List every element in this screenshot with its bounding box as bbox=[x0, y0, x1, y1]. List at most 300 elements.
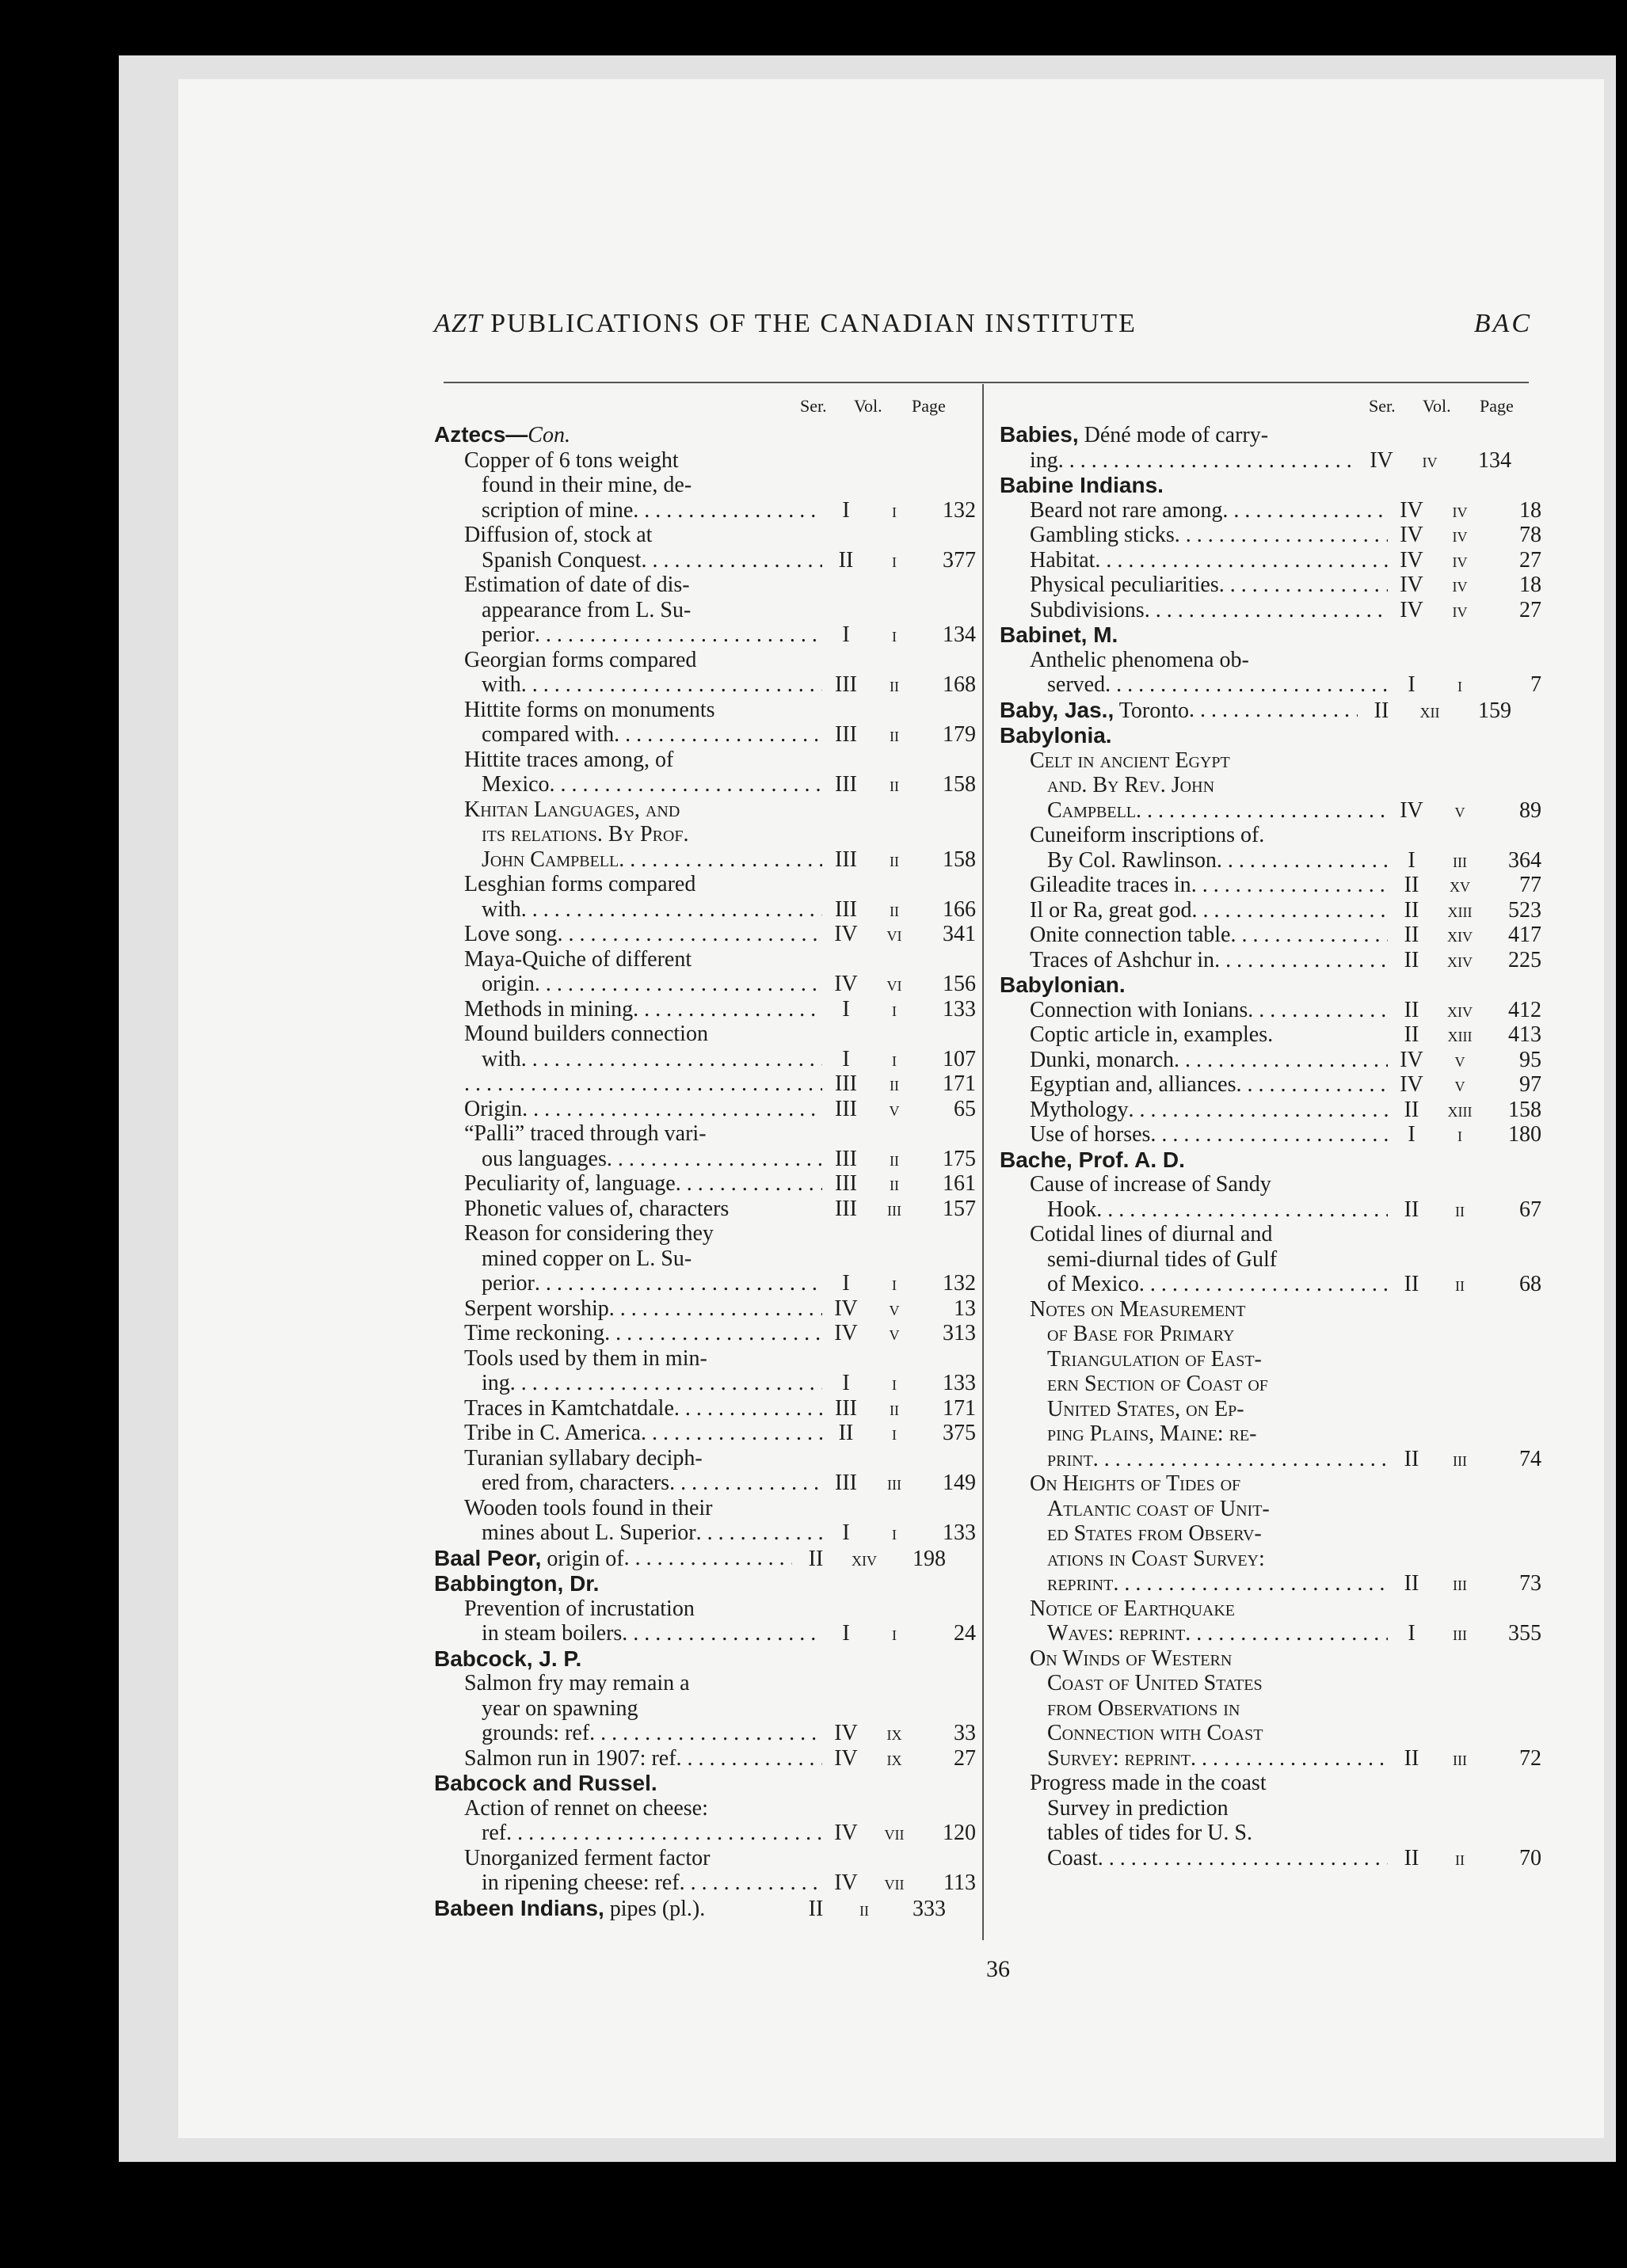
entry-text bbox=[434, 1796, 822, 1846]
entry-line bbox=[464, 448, 822, 474]
entry-line bbox=[464, 1246, 822, 1272]
line-text: Campbell bbox=[1047, 797, 1137, 823]
index-entry bbox=[434, 573, 976, 648]
volume-number: ii bbox=[1455, 1846, 1465, 1870]
entry-reference bbox=[822, 1321, 976, 1346]
entry-line bbox=[1030, 1022, 1388, 1048]
line-text: Spanish Conquest bbox=[482, 547, 642, 573]
entry-line bbox=[1030, 1397, 1388, 1422]
entry-line bbox=[1000, 698, 1358, 724]
line-text: John Campbell bbox=[482, 847, 619, 872]
dot-leader bbox=[674, 1396, 822, 1421]
heading-text: Babine Indians. bbox=[1000, 473, 1164, 497]
vol-header: Vol. bbox=[854, 396, 882, 416]
line-text: with bbox=[482, 1046, 521, 1071]
index-entry bbox=[434, 447, 976, 523]
entry-text bbox=[434, 872, 822, 922]
entry-reference bbox=[1388, 1122, 1541, 1147]
entry-line bbox=[464, 1097, 822, 1122]
page-ref: 67 bbox=[1519, 1197, 1541, 1222]
page-ref: 159 bbox=[1478, 698, 1511, 723]
line-text: Hittite traces among, of bbox=[464, 747, 674, 772]
page-ref: 161 bbox=[943, 1171, 976, 1196]
entry-line bbox=[464, 1821, 822, 1846]
entry-line bbox=[1030, 798, 1388, 824]
index-entry bbox=[434, 1296, 976, 1322]
index-entry bbox=[434, 872, 976, 922]
dot-leader bbox=[669, 1471, 822, 1496]
page-ref: 132 bbox=[943, 497, 976, 523]
entry-line bbox=[1030, 1821, 1388, 1846]
volume-number: i bbox=[892, 1372, 897, 1395]
entry-line bbox=[1030, 1671, 1388, 1696]
entry-reference bbox=[822, 772, 976, 797]
entry-line bbox=[464, 498, 822, 523]
series-number: I bbox=[1408, 1621, 1416, 1646]
index-entry bbox=[434, 1071, 976, 1097]
line-text: Waves: reprint bbox=[1047, 1621, 1186, 1646]
entry-line bbox=[1030, 1372, 1388, 1397]
line-text: ern Section of Coast of bbox=[1047, 1372, 1268, 1396]
index-entry bbox=[434, 1171, 976, 1197]
series-number: IV bbox=[834, 922, 858, 946]
index-entry bbox=[434, 922, 976, 947]
index-entry bbox=[1000, 523, 1541, 548]
entry-reference bbox=[1388, 1571, 1541, 1596]
entry-line bbox=[1030, 773, 1388, 798]
index-heading bbox=[434, 1571, 973, 1596]
entry-text bbox=[1000, 748, 1388, 824]
entry-line bbox=[1030, 1521, 1388, 1547]
line-text: ations in Coast Survey: bbox=[1047, 1546, 1265, 1571]
entry-line bbox=[1030, 1322, 1388, 1347]
dot-leader bbox=[641, 548, 822, 573]
page-ref: 171 bbox=[943, 1395, 976, 1421]
volume-number: i bbox=[892, 997, 897, 1021]
dot-leader bbox=[1191, 873, 1388, 898]
entry-reference bbox=[822, 1396, 976, 1421]
page-ref: 78 bbox=[1519, 523, 1541, 547]
entry-line bbox=[1030, 848, 1388, 873]
page-ref: 113 bbox=[943, 1870, 976, 1895]
dot-leader bbox=[535, 972, 822, 997]
index-entry bbox=[1000, 1471, 1541, 1596]
dot-leader bbox=[506, 1821, 822, 1846]
entry-text bbox=[434, 1197, 822, 1222]
index-entry bbox=[1000, 1771, 1541, 1870]
entry-line bbox=[464, 1321, 822, 1346]
volume-number: i bbox=[892, 1272, 897, 1295]
entry-text bbox=[1000, 598, 1388, 623]
line-text: Cotidal lines of diurnal and bbox=[1030, 1222, 1273, 1246]
entry-text bbox=[434, 1321, 822, 1346]
entry-reference bbox=[822, 1047, 976, 1072]
volume-number: iv bbox=[1452, 548, 1468, 572]
ser-header: Ser. bbox=[1369, 396, 1396, 416]
dot-leader bbox=[624, 1546, 792, 1572]
entry-reference bbox=[1388, 1098, 1541, 1123]
series-number: II bbox=[1374, 698, 1389, 723]
entry-line bbox=[1030, 1646, 1388, 1672]
series-number: II bbox=[1404, 1197, 1419, 1222]
entry-reference bbox=[822, 672, 976, 698]
series-number: I bbox=[842, 1046, 850, 1071]
series-number: IV bbox=[1400, 1072, 1423, 1097]
entry-text bbox=[434, 1171, 822, 1197]
entry-reference bbox=[822, 1197, 976, 1222]
dot-leader bbox=[1217, 848, 1388, 873]
entry-text bbox=[434, 1446, 822, 1496]
entry-reference bbox=[1388, 1197, 1541, 1223]
index-entry bbox=[1000, 1646, 1541, 1771]
entry-line bbox=[1030, 1497, 1388, 1522]
header-rule bbox=[444, 382, 1529, 383]
volume-number: iv bbox=[1452, 598, 1468, 622]
series-number: I bbox=[1408, 672, 1416, 697]
entry-line bbox=[1030, 548, 1388, 573]
index-entry bbox=[1000, 547, 1541, 573]
dot-leader bbox=[1192, 898, 1389, 923]
line-text: Il or Ra, great god bbox=[1030, 897, 1192, 923]
dot-leader bbox=[1136, 798, 1388, 824]
index-entry bbox=[1000, 873, 1541, 898]
line-text: reprint bbox=[1047, 1571, 1114, 1596]
page-ref: 157 bbox=[943, 1196, 976, 1221]
entry-line bbox=[464, 872, 822, 897]
index-heading bbox=[434, 1646, 973, 1672]
page-ref: 158 bbox=[943, 772, 976, 797]
entry-reference bbox=[822, 1147, 976, 1172]
entry-text bbox=[1000, 1022, 1388, 1048]
dot-leader bbox=[521, 672, 822, 698]
index-entry bbox=[434, 1022, 976, 1071]
entry-text bbox=[434, 797, 822, 873]
entry-line bbox=[1030, 748, 1388, 774]
entry-reference bbox=[1388, 1621, 1541, 1646]
page-number: 36 bbox=[986, 1956, 1010, 1982]
dot-leader bbox=[633, 997, 822, 1022]
page-ref: 95 bbox=[1519, 1047, 1541, 1072]
series-number: I bbox=[842, 1371, 850, 1395]
entry-text bbox=[1000, 1122, 1388, 1147]
running-head-title: PUBLICATIONS OF THE CANADIAN INSTITUTE bbox=[490, 309, 1137, 338]
dot-leader bbox=[1175, 523, 1388, 548]
entry-line bbox=[1030, 1771, 1388, 1796]
volume-number: ii bbox=[890, 673, 899, 696]
entry-text bbox=[434, 947, 822, 997]
entry-text bbox=[1000, 1646, 1388, 1771]
line-text: perior bbox=[482, 1271, 535, 1296]
dot-leader bbox=[676, 1171, 822, 1197]
entry-line bbox=[1030, 873, 1388, 898]
entry-line bbox=[464, 772, 822, 797]
entry-line bbox=[1030, 1072, 1388, 1098]
series-number: II bbox=[1404, 897, 1419, 923]
line-text: Reason for considering they bbox=[464, 1221, 714, 1246]
page-ref: 166 bbox=[943, 896, 976, 922]
index-heading bbox=[434, 1771, 973, 1796]
volume-number: xiv bbox=[852, 1547, 877, 1570]
entry-line bbox=[464, 1671, 822, 1696]
page-ref: 72 bbox=[1519, 1745, 1541, 1771]
entry-reference bbox=[822, 1371, 976, 1396]
page-ref: 134 bbox=[943, 622, 976, 647]
index-heading bbox=[1000, 723, 1538, 748]
entry-reference bbox=[822, 1421, 976, 1446]
heading-text: Baby, Jas., bbox=[1000, 697, 1115, 722]
index-entry bbox=[434, 1421, 976, 1446]
line-text: Atlantic coast of Unit- bbox=[1047, 1496, 1270, 1521]
dot-leader bbox=[535, 1271, 822, 1296]
entry-reference bbox=[792, 1897, 946, 1922]
line-text: Action of rennet on cheese: bbox=[464, 1795, 708, 1821]
entry-reference bbox=[822, 548, 976, 573]
volume-number: iii bbox=[887, 1471, 901, 1494]
line-text: Methods in mining bbox=[464, 996, 634, 1022]
entry-line bbox=[464, 1421, 822, 1446]
dot-leader bbox=[1222, 498, 1388, 523]
page-ref: 27 bbox=[954, 1745, 976, 1771]
column-header-right bbox=[1000, 392, 1538, 422]
series-number: II bbox=[838, 547, 854, 573]
volume-number: iii bbox=[1453, 1572, 1467, 1595]
entry-line bbox=[464, 1846, 822, 1871]
entry-text bbox=[1000, 998, 1388, 1023]
line-text: Connection with Coast bbox=[1047, 1721, 1263, 1745]
series-number: III bbox=[835, 722, 857, 747]
index-entry bbox=[1000, 997, 1541, 1023]
index-entry bbox=[1000, 597, 1541, 623]
series-number: IV bbox=[1400, 573, 1423, 597]
series-number: IV bbox=[1400, 797, 1423, 823]
dot-leader bbox=[622, 1621, 822, 1646]
index-entry bbox=[1000, 1097, 1541, 1123]
entry-line bbox=[464, 1047, 822, 1072]
series-number: IV bbox=[1400, 547, 1423, 573]
volume-number: i bbox=[1457, 673, 1462, 696]
heading-text: Babcock, J. P. bbox=[434, 1646, 582, 1671]
page-ref: 133 bbox=[943, 1371, 976, 1395]
entry-text bbox=[1000, 923, 1388, 948]
line-text: Estimation of date of dis- bbox=[464, 573, 690, 597]
page-ref: 18 bbox=[1519, 497, 1541, 523]
index-column-left bbox=[434, 392, 976, 1921]
entry-text bbox=[1000, 1172, 1388, 1222]
line-text: Maya-Quiche of different bbox=[464, 946, 692, 972]
entry-line bbox=[464, 548, 822, 573]
series-number: IV bbox=[1400, 497, 1423, 523]
index-entry bbox=[434, 1321, 976, 1346]
entry-reference bbox=[822, 1870, 976, 1896]
volume-number: vii bbox=[884, 1821, 905, 1844]
line-text: Notes on Measurement bbox=[1030, 1296, 1246, 1322]
dot-leader bbox=[1185, 1621, 1388, 1646]
line-text: Physical peculiarities bbox=[1030, 573, 1219, 597]
line-text: tables of tides for U. S. bbox=[1047, 1821, 1252, 1845]
entry-text bbox=[1000, 1596, 1388, 1646]
entry-line bbox=[434, 1546, 792, 1572]
series-number: II bbox=[1404, 1446, 1419, 1471]
running-head-right: BAC bbox=[1473, 309, 1532, 338]
entry-line bbox=[464, 1696, 822, 1722]
volume-number: ii bbox=[890, 1072, 899, 1095]
entry-line bbox=[464, 1296, 822, 1322]
line-text: Copper of 6 tons weight bbox=[464, 447, 679, 473]
page-header: Page bbox=[1480, 396, 1514, 416]
volume-number: i bbox=[892, 1521, 897, 1544]
volume-number: vi bbox=[886, 972, 902, 995]
entry-line bbox=[464, 1396, 822, 1421]
entry-reference bbox=[1388, 798, 1541, 824]
index-entry bbox=[434, 1795, 976, 1846]
dot-leader bbox=[609, 1296, 822, 1322]
entry-text bbox=[434, 1671, 822, 1746]
line-text: Hook bbox=[1047, 1197, 1097, 1222]
index-heading bbox=[1000, 622, 1538, 648]
line-text: Time reckoning bbox=[464, 1321, 605, 1345]
line-text: Celt in ancient Egypt bbox=[1030, 748, 1230, 773]
line-text: Beard not rare among bbox=[1030, 497, 1223, 523]
entry-line bbox=[464, 847, 822, 873]
volume-number: vii bbox=[884, 1871, 905, 1894]
entry-text bbox=[1000, 1048, 1388, 1073]
entry-line bbox=[464, 648, 822, 673]
page-ref: 364 bbox=[1508, 847, 1541, 873]
entry-reference bbox=[1388, 1072, 1541, 1098]
dot-leader bbox=[633, 498, 822, 523]
page-ref: 68 bbox=[1519, 1272, 1541, 1296]
index-entry bbox=[434, 1395, 976, 1421]
entry-line bbox=[1030, 1197, 1388, 1223]
line-text: Subdivisions bbox=[1030, 597, 1145, 622]
line-text: Cuneiform inscriptions of. bbox=[1030, 823, 1265, 847]
index-entry bbox=[434, 523, 976, 573]
entry-line bbox=[464, 1171, 822, 1197]
entry-reference bbox=[1388, 523, 1541, 548]
line-text: “Palli” traced through vari- bbox=[464, 1121, 707, 1146]
volume-number: xii bbox=[1419, 698, 1440, 722]
heading-text: Babbington, Dr. bbox=[434, 1571, 600, 1596]
entry-line bbox=[1030, 1721, 1388, 1746]
entry-reference bbox=[792, 1547, 946, 1572]
series-number: II bbox=[838, 1421, 854, 1445]
entry-reference bbox=[1388, 948, 1541, 973]
entry-text bbox=[434, 1746, 822, 1771]
dot-leader bbox=[1248, 998, 1388, 1023]
entry-line bbox=[464, 1520, 822, 1546]
page-ref: 27 bbox=[1519, 597, 1541, 622]
line-text: pipes (pl.). bbox=[604, 1896, 706, 1921]
entry-line bbox=[1030, 1447, 1388, 1472]
dot-leader bbox=[614, 722, 822, 748]
volume-number: vi bbox=[886, 923, 902, 946]
dot-leader bbox=[1189, 698, 1358, 724]
series-number: IV bbox=[1400, 597, 1423, 622]
line-text: origin of bbox=[541, 1546, 624, 1571]
heading-text: Baal Peor, bbox=[434, 1545, 542, 1570]
entry-reference bbox=[822, 1746, 976, 1771]
volume-number: iv bbox=[1452, 523, 1468, 546]
series-number: IV bbox=[834, 1296, 858, 1321]
entry-text bbox=[1000, 698, 1358, 724]
series-number: II bbox=[1404, 997, 1419, 1022]
series-number: III bbox=[835, 1471, 857, 1495]
dot-leader bbox=[464, 1071, 822, 1097]
volume-number: xiii bbox=[1447, 1023, 1473, 1046]
index-entry bbox=[1000, 1296, 1541, 1472]
line-text: its relations. By Prof. bbox=[482, 822, 689, 847]
index-entry bbox=[434, 1445, 976, 1496]
line-text: Mexico bbox=[482, 772, 550, 797]
dot-leader bbox=[1095, 548, 1388, 573]
entry-reference bbox=[1358, 698, 1511, 724]
running-head-left: AZT bbox=[434, 309, 483, 338]
entry-line bbox=[1030, 672, 1388, 698]
index-entry bbox=[1000, 923, 1541, 948]
index-entry bbox=[1000, 897, 1541, 923]
index-entry bbox=[1000, 698, 1538, 724]
entry-reference bbox=[822, 1271, 976, 1296]
dot-leader bbox=[1093, 1447, 1388, 1472]
dot-leader bbox=[1150, 1122, 1388, 1147]
entry-line bbox=[464, 1496, 822, 1521]
line-text: Survey: reprint bbox=[1047, 1745, 1191, 1771]
line-text: On Winds of Western bbox=[1030, 1646, 1233, 1671]
volume-number: ii bbox=[890, 1147, 899, 1170]
series-number: II bbox=[1404, 873, 1419, 897]
heading-text: Bache, Prof. A. D. bbox=[1000, 1147, 1185, 1172]
dot-leader bbox=[510, 1371, 822, 1396]
series-number: III bbox=[835, 1146, 857, 1171]
line-text: served bbox=[1047, 672, 1106, 697]
entry-line bbox=[1030, 523, 1388, 548]
page-ref: 171 bbox=[943, 1071, 976, 1096]
line-text: from Observations in bbox=[1047, 1695, 1240, 1721]
line-text: perior bbox=[482, 622, 535, 647]
volume-number: ii bbox=[890, 847, 899, 871]
index-entry bbox=[434, 1845, 976, 1896]
entry-text bbox=[1000, 1098, 1388, 1123]
volume-number: i bbox=[1457, 1123, 1462, 1146]
index-entry bbox=[434, 647, 976, 698]
entry-line bbox=[464, 523, 822, 548]
entry-line bbox=[464, 1446, 822, 1471]
entry-reference bbox=[1388, 1447, 1541, 1472]
volume-number: v bbox=[1454, 798, 1465, 822]
series-number: III bbox=[835, 896, 857, 922]
entry-reference bbox=[822, 1471, 976, 1496]
entry-reference bbox=[822, 1071, 976, 1097]
entry-line bbox=[1030, 898, 1388, 923]
entry-reference bbox=[822, 498, 976, 523]
entry-reference bbox=[1388, 1048, 1541, 1073]
volume-number: iv bbox=[1452, 573, 1468, 596]
entry-line bbox=[464, 1746, 822, 1771]
index-entry bbox=[1000, 1047, 1541, 1073]
series-number: IV bbox=[834, 1821, 858, 1845]
line-text: Turanian syllabary deciph- bbox=[464, 1445, 703, 1471]
entry-text bbox=[434, 1097, 822, 1122]
line-text: of Mexico bbox=[1047, 1272, 1139, 1296]
entry-reference bbox=[822, 622, 976, 648]
entry-reference bbox=[1388, 1022, 1541, 1048]
dot-leader bbox=[1139, 1272, 1388, 1297]
line-text: Hittite forms on monuments bbox=[464, 697, 715, 722]
entry-line bbox=[1030, 1172, 1388, 1197]
index-entry bbox=[434, 1745, 976, 1771]
entry-line bbox=[464, 1221, 822, 1246]
entry-line bbox=[464, 473, 822, 498]
